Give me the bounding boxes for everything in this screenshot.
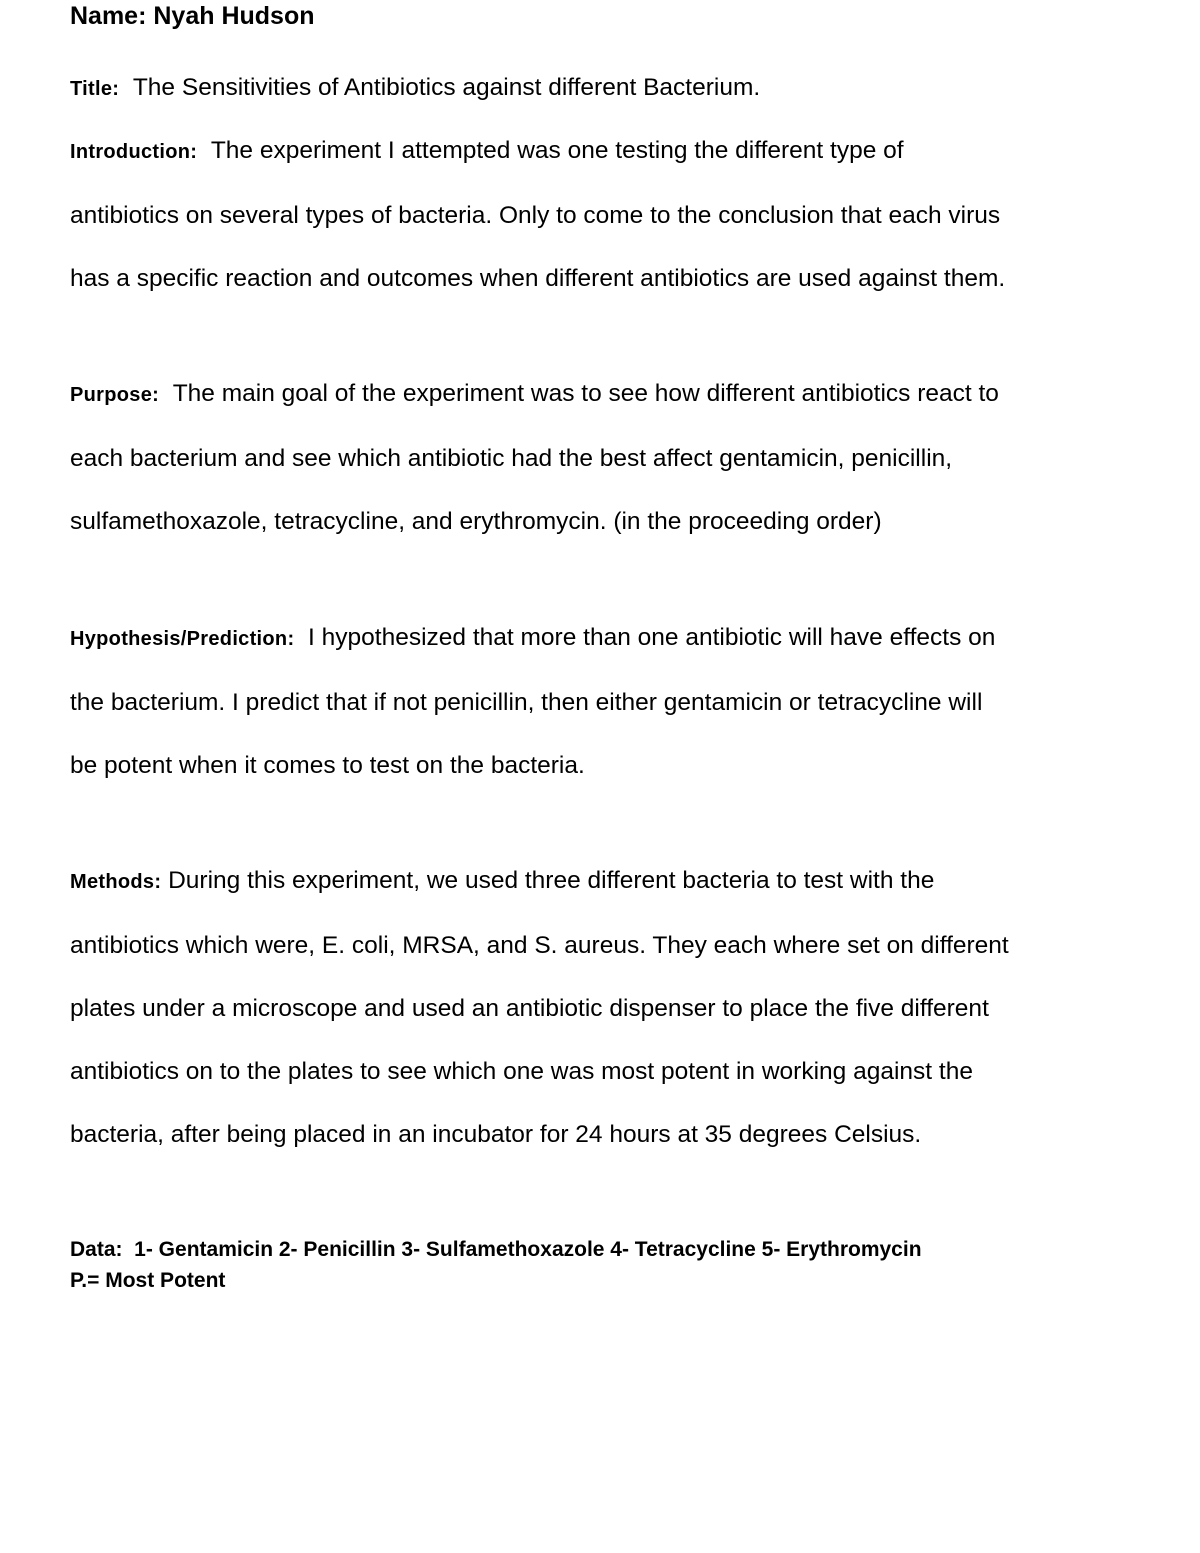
data-section bbox=[70, 1234, 922, 1296]
title-text: The Sensitivities of Antibiotics against different Bacterium. bbox=[132, 74, 761, 101]
purpose-text: The main goal of the experiment was to see how different antibiotics react to bbox=[172, 380, 999, 407]
methods-label: Methods: bbox=[70, 871, 162, 893]
purpose-line: sulfamethoxazole, tetracycline, and erythromycin. (in the proceeding order) bbox=[70, 508, 882, 535]
purpose-label: Purpose: bbox=[70, 384, 160, 406]
title-label: Title: bbox=[70, 78, 120, 100]
hypothesis-section bbox=[70, 606, 1130, 797]
introduction-line: antibiotics on several types of bacteria. Only to come to the conclusion that each virus bbox=[70, 202, 1001, 229]
hypothesis-line: the bacterium. I predict that if not penicillin, then either gentamicin or tetracycline will bbox=[70, 689, 983, 716]
methods-line: plates under a microscope and used an antibiotic dispenser to place the five different bbox=[70, 995, 989, 1022]
purpose-section bbox=[70, 362, 1130, 553]
introduction-label: Introduction: bbox=[70, 141, 198, 163]
title-line bbox=[70, 56, 1130, 121]
methods-text: During this experiment, we used three different bacteria to test with the bbox=[168, 867, 935, 894]
introduction-line: has a specific reaction and outcomes when different antibiotics are used against them. bbox=[70, 265, 1006, 292]
purpose-line: each bacterium and see which antibiotic had the best affect gentamicin, penicillin, bbox=[70, 445, 953, 472]
hypothesis-label: Hypothesis/Prediction: bbox=[70, 628, 295, 650]
methods-section bbox=[70, 849, 1130, 1166]
student-name: Name: Nyah Hudson bbox=[70, 2, 315, 30]
methods-line: antibiotics on to the plates to see which one was most potent in working against the bbox=[70, 1058, 973, 1085]
introduction-line bbox=[70, 119, 1130, 184]
introduction-text: The experiment I attempted was one testing the different type of bbox=[210, 137, 904, 164]
hypothesis-line bbox=[70, 606, 1130, 671]
purpose-line bbox=[70, 362, 1130, 427]
methods-line: antibiotics which were, E. coli, MRSA, and S. aureus. They each where set on different bbox=[70, 932, 1009, 959]
hypothesis-text: I hypothesized that more than one antibiotic will have effects on bbox=[308, 624, 996, 651]
methods-line: bacteria, after being placed in an incubator for 24 hours at 35 degrees Celsius. bbox=[70, 1121, 922, 1148]
methods-line bbox=[70, 849, 1130, 914]
data-legend-line: Data: 1- Gentamicin 2- Penicillin 3- Sulfamethoxazole 4- Tetracycline 5- Erythromycin bbox=[70, 1238, 922, 1261]
title-section bbox=[70, 56, 1130, 121]
introduction-section bbox=[70, 119, 1130, 310]
hypothesis-line: be potent when it comes to test on the bacteria. bbox=[70, 752, 585, 779]
data-potency-note: P.= Most Potent bbox=[70, 1269, 226, 1292]
